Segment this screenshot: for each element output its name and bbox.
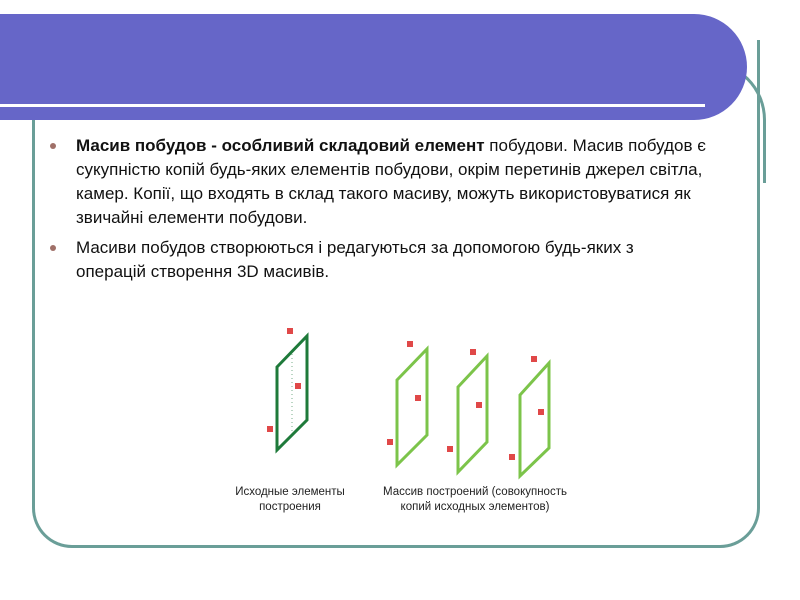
array-figure	[200, 320, 600, 490]
copy-element	[509, 356, 549, 476]
bullet-icon	[50, 143, 56, 149]
bullet-text: Масиви побудов створюються і редагуються за допомогою будь-яких з операцій створення 3D масивів.	[76, 238, 634, 281]
original-element	[267, 328, 307, 450]
slide-body	[48, 134, 708, 290]
bullet-bold-text: Масив побудов - особливий складовий елемент	[76, 136, 485, 155]
caption-array: Массив построений (совокупность копий исходных элементов)	[383, 486, 567, 513]
copy-element	[447, 349, 487, 472]
bullet-item	[48, 236, 708, 284]
bullet-icon	[50, 245, 56, 251]
bullet-item	[48, 134, 708, 230]
copy-element	[387, 341, 427, 465]
title-underline	[0, 104, 705, 107]
caption-original: Исходные элементы построения	[235, 486, 345, 513]
bullet-text: побудови. Масив побудов є сукупністю копій будь-яких елементів побудови, окрім перетинів джерел світла, камер. Копії, що входять в склад такого масиву, можуть використовуватися як звичайні елементи побудови.	[76, 136, 706, 227]
